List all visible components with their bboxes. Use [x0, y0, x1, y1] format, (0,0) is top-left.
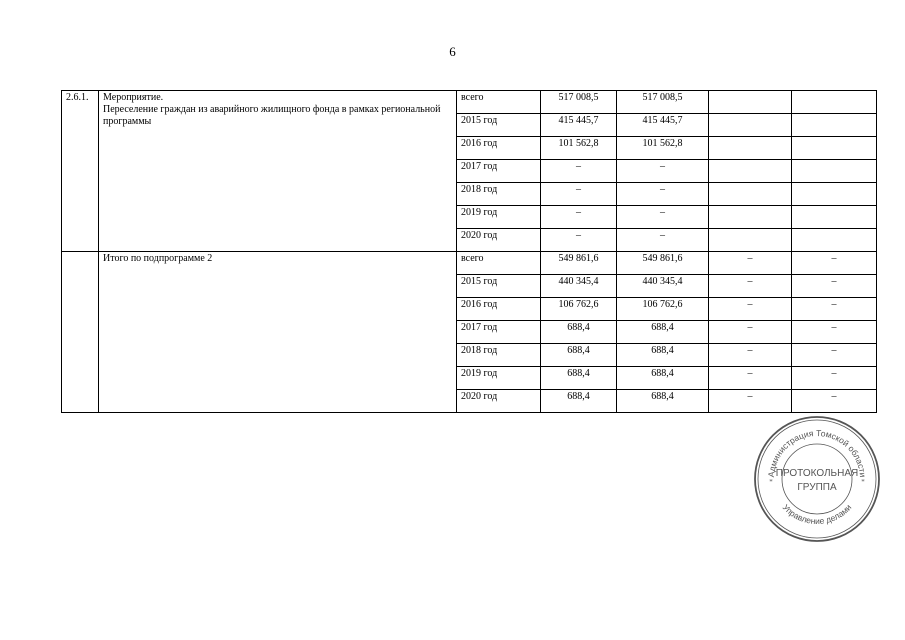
regional-amount-cell: – [617, 183, 709, 206]
federal-amount-cell [709, 160, 792, 183]
period-cell: 2017 год [457, 160, 541, 183]
regional-amount-cell: 688,4 [617, 390, 709, 413]
federal-amount-cell: – [709, 390, 792, 413]
total-amount-cell: 106 762,6 [541, 298, 617, 321]
period-cell: 2018 год [457, 183, 541, 206]
regional-amount-cell: 688,4 [617, 344, 709, 367]
federal-amount-cell: – [709, 252, 792, 275]
stamp-ring-bottom-text: Управление делами [780, 502, 854, 527]
regional-amount-cell: 688,4 [617, 367, 709, 390]
federal-amount-cell: – [709, 321, 792, 344]
federal-amount-cell [709, 137, 792, 160]
period-cell: 2016 год [457, 137, 541, 160]
regional-amount-cell: 415 445,7 [617, 114, 709, 137]
total-amount-cell: – [541, 160, 617, 183]
other-amount-cell: – [792, 275, 877, 298]
regional-amount-cell: – [617, 206, 709, 229]
total-amount-cell: 688,4 [541, 367, 617, 390]
section-title-cell [99, 91, 457, 252]
section-title-cell [99, 252, 457, 413]
other-amount-cell: – [792, 298, 877, 321]
table-row [62, 252, 877, 275]
section-code [62, 252, 99, 413]
regional-amount-cell: 688,4 [617, 321, 709, 344]
period-cell: 2020 год [457, 390, 541, 413]
regional-amount-cell: – [617, 160, 709, 183]
total-amount-cell: 101 562,8 [541, 137, 617, 160]
total-amount-cell: 549 861,6 [541, 252, 617, 275]
page-number: 6 [449, 44, 456, 59]
federal-amount-cell [709, 206, 792, 229]
other-amount-cell [792, 160, 877, 183]
regional-amount-cell: 549 861,6 [617, 252, 709, 275]
period-cell: 2019 год [457, 206, 541, 229]
period-cell: 2020 год [457, 229, 541, 252]
federal-amount-cell: – [709, 298, 792, 321]
other-amount-cell [792, 183, 877, 206]
other-amount-cell: – [792, 344, 877, 367]
federal-amount-cell [709, 91, 792, 114]
other-amount-cell: – [792, 367, 877, 390]
federal-amount-cell: – [709, 367, 792, 390]
period-cell: 2016 год [457, 298, 541, 321]
period-cell: 2017 год [457, 321, 541, 344]
other-amount-cell: – [792, 252, 877, 275]
other-amount-cell [792, 114, 877, 137]
total-amount-cell: 688,4 [541, 344, 617, 367]
period-cell: всего [457, 252, 541, 275]
total-amount-cell: – [541, 183, 617, 206]
section-code: 2.6.1. [62, 91, 99, 252]
budget-table [61, 90, 877, 413]
regional-amount-cell: – [617, 229, 709, 252]
total-amount-cell: 415 445,7 [541, 114, 617, 137]
total-amount-cell: 688,4 [541, 390, 617, 413]
other-amount-cell: – [792, 321, 877, 344]
stamp-star-right: * [861, 478, 865, 486]
total-amount-cell: 440 345,4 [541, 275, 617, 298]
regional-amount-cell: 101 562,8 [617, 137, 709, 160]
total-amount-cell: – [541, 206, 617, 229]
stamp-center-line2: ГРУППА [797, 482, 837, 493]
federal-amount-cell: – [709, 344, 792, 367]
section-description: Переселение граждан из аварийного жилищного фонда в рамках региональной программы [103, 104, 441, 127]
period-cell: 2019 год [457, 367, 541, 390]
federal-amount-cell [709, 229, 792, 252]
federal-amount-cell [709, 183, 792, 206]
table-row [62, 91, 877, 114]
section-title: Мероприятие. [103, 92, 164, 103]
other-amount-cell [792, 137, 877, 160]
regional-amount-cell: 517 008,5 [617, 91, 709, 114]
other-amount-cell [792, 206, 877, 229]
period-cell: 2018 год [457, 344, 541, 367]
period-cell: 2015 год [457, 275, 541, 298]
total-amount-cell: – [541, 229, 617, 252]
federal-amount-cell: – [709, 275, 792, 298]
total-amount-cell: 517 008,5 [541, 91, 617, 114]
organization-stamp [752, 414, 882, 544]
stamp-center-line1: ПРОТОКОЛЬНАЯ [775, 468, 859, 479]
other-amount-cell [792, 229, 877, 252]
federal-amount-cell [709, 114, 792, 137]
other-amount-cell [792, 91, 877, 114]
total-amount-cell: 688,4 [541, 321, 617, 344]
other-amount-cell: – [792, 390, 877, 413]
stamp-ring-top-text: Администрация Томской области [765, 427, 869, 478]
regional-amount-cell: 106 762,6 [617, 298, 709, 321]
period-cell: 2015 год [457, 114, 541, 137]
period-cell: всего [457, 91, 541, 114]
stamp-star-left: * [769, 478, 773, 486]
regional-amount-cell: 440 345,4 [617, 275, 709, 298]
section-title: Итого по подпрограмме 2 [103, 253, 213, 264]
